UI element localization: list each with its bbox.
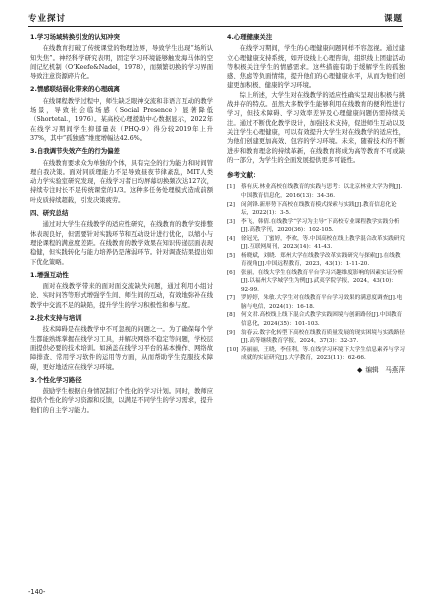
page-number: -140- [28, 588, 46, 596]
body-paragraph: 在线学习期间，学生的心理健康问题同样不容忽视。通过建立心理健康支持系统，如开设线上心理咨询，组织线上团建活动等积极关注学生的情感需求。这些措施有助于缓解学生的孤独感、焦虑等负面情绪，提升他们的心理健康水平，从而为他们创建更加积极、健康的学习环境。 [227, 45, 405, 90]
reference-text: 杨晓斌，刘晓．郑州大学在线教学改革实践研究与探索[J].在线教育视角[J].中国远程教育，2023，43(1)：1-11-20. [241, 252, 401, 268]
reference-text: 苏丽丽，王晓，李佳利，等.在线学习环境下大学生信息素养与学习成就的实证研究[J].大学教育，2023(11)：62-66. [241, 346, 405, 361]
reference-number: [5] [227, 252, 235, 259]
right-column [227, 33, 405, 375]
reference-text: 闵剑锋.新形势下高校在线教育模式探索与实践[J].教育信息化论坛，2022(1)：3-5. [241, 201, 397, 216]
reference-entry [227, 201, 405, 218]
body-paragraph: 鼓励学生根据自身情况制订个性化的学习计划。同时，教师应提供个性化的学习资源和反馈，以满足不同学生的学习需求，提升他们的自主学习能力。 [30, 388, 213, 414]
reference-number: [3] [227, 218, 235, 225]
body-paragraph: 面对在线教学带来的面对面交流缺失问题，通过利用小组讨论、实时问答等形式增强学生间、师生间的互动，有效地弥补在线教学中交流不足的缺陷，提升学生的学习积极性和参与度。 [30, 283, 213, 309]
reference-number: [2] [227, 201, 235, 208]
reference-text: 蔡有庆.林业高校在线教育的实践与思考：以北京林业大学为例[J].中国教育信息化，2016(13)：34-36. [241, 184, 403, 199]
section-heading: 2.情感联结弱化带来的心理疏离 [30, 85, 120, 94]
reference-number: [8] [227, 312, 235, 319]
reference-number: [6] [227, 269, 235, 276]
reference-text: 罗婷婷，朱敏.大学生对在线教育平台学习效果的满意度调查[J].电脑与电信，2024(1)：16-18. [241, 295, 403, 310]
reference-text: 何文君.高校线上线下混合式教学实践困境与创新路径[J].中国教育信息化，2024(35)：101-103. [241, 312, 403, 327]
body-paragraph: 在线课程教学过程中，师生缺乏眼神交流和非语言互动的教学场景，导致社会临场感（Social Presence）显著降低（Shortetal.，1976）。某高校心理援助中心数据显示，2022年在线学习期间学生抑郁量表（PHQ-9）得分较2019年上升37%，其中“孤独感”维度增幅达42.6%。 [30, 97, 213, 142]
section-heading: 3.个性化学习路径 [30, 375, 82, 384]
reference-entry [227, 183, 405, 200]
reference-entry [227, 235, 405, 252]
editor-name: 马燕萍 [385, 366, 405, 375]
body-paragraph: 在线教育打破了传统课堂的物理边界，导致学生出现“场所认知失焦”。神经科学研究表明，固定学习环境能够触发海马体的空间记忆机制（O’Keefe&Nadel，1978），而频繁切换的学习界面导致注意资源碎片化。 [30, 45, 213, 81]
running-header [28, 8, 403, 27]
header-section-label: 专业探讨 [28, 14, 67, 24]
editor-label: 编辑 [365, 366, 379, 375]
reference-number: [4] [227, 235, 235, 242]
reference-number: [7] [227, 295, 235, 302]
section-heading: 1.学习场域转换引发的认知冲突 [30, 33, 120, 41]
reference-entry [227, 269, 405, 294]
section-heading: 3.自我调节失效产生的行为偏差 [30, 147, 120, 156]
section-heading: 2.技术支持与培训 [30, 314, 82, 323]
section-heading: 1.增强互动性 [30, 270, 69, 279]
header-topic-label: 课题 [383, 14, 403, 24]
reference-entry [227, 252, 405, 269]
reference-text: 张丽，在线大学生在线教育平台学习兴趣维度影响的因素实证分析[J].以福州大学城学生为例[J].武夷学院学报，2024，43(10)：92-99. [241, 269, 404, 293]
section-heading: 4.心理健康关注 [227, 33, 273, 41]
editor-credit [227, 366, 405, 375]
reference-number: [9] [227, 329, 235, 336]
reference-entry [227, 346, 405, 363]
reference-entry [227, 294, 405, 311]
reference-entry [227, 329, 405, 346]
section-heading: 四、研究总结 [30, 209, 69, 218]
body-paragraph: 综上所述，大学生对在线教学的适应性确实呈现出积极与挑战并存的特点。虽然大多数学生能够利用在线教育的便利性进行学习，但技术障碍、学习效率差异及心理健康问题仍需持续关注。通过不断优化教学设计，加强技术支持，促进师生互动以及关注学生心理健康，可以有效提升大学生对在线教学的适应性，为他们创建更加高效、包容的学习环境。未来，随着技术的不断进步和教育理念的持续革新，在线教育将成为高等教育不可或缺的一部分，为学生的全面发展提供更多可能性。 [227, 91, 405, 164]
references-heading: 参考文献： [227, 171, 260, 180]
left-column [30, 33, 213, 415]
reference-entry [227, 218, 405, 235]
reference-text: 徐冠光，丁蜜婷，李欢，等.中国高校在线上教学混合改革实践研究[J].互联网周刊，2023(14)：41-43. [241, 235, 405, 251]
reference-number: [1] [227, 184, 235, 191]
reference-text: 翁春云.数字化转型下高校在线教育质量发展的现实困境与实践路径[J].高等继续教育学报，2024，37(3)：32-37. [241, 329, 405, 344]
body-paragraph: 通过对大学生在线教学的适应性研究，在线教育的教学安排整体表现良好，但需要针对实践环节和互动设计进行优化，以缩小与理论课程的满意度差距。在线教育的教学效果在知识传递层面表现稳健，但实践转化与能力培养仍是薄弱环节。针对调查结果提出如下优化策略。 [30, 221, 213, 266]
diamond-icon: ◆ [357, 366, 363, 375]
reference-entry [227, 311, 405, 328]
body-paragraph: 技术障碍是在线教学中不可忽视的问题之一。为了确保每个学生都能熟练掌握在线学习工具，并解决网络不稳定等问题，学校层面提供必要的技术培训。如涵盖在线学习平台的基本操作、网络故障排查、常用学习软件的运用等方面，从而帮助学生克服技术障碍，更好地适应在线学习环境。 [30, 326, 213, 371]
body-paragraph: 在线教育要求众为单独的个体，具有完全的行为能力和时间管理自我决策。面对同质理能力不足导致昼夜节律紊乱，MIT人类动力学实验室研究发现，在线学习者日均屏幕切换频次达127次，持续专注时长不足传统课堂的1/3。这种多任务处理模式造成前额叶皮质持续超载，引发决策疲劳。 [30, 159, 213, 204]
reference-number: [10] [227, 346, 239, 353]
reference-text: 李飞，韩倩.在线教学“学习为主导”下高校专业课程教学实践分析[J].高教学刊，2020(36)：102-105. [241, 218, 400, 233]
